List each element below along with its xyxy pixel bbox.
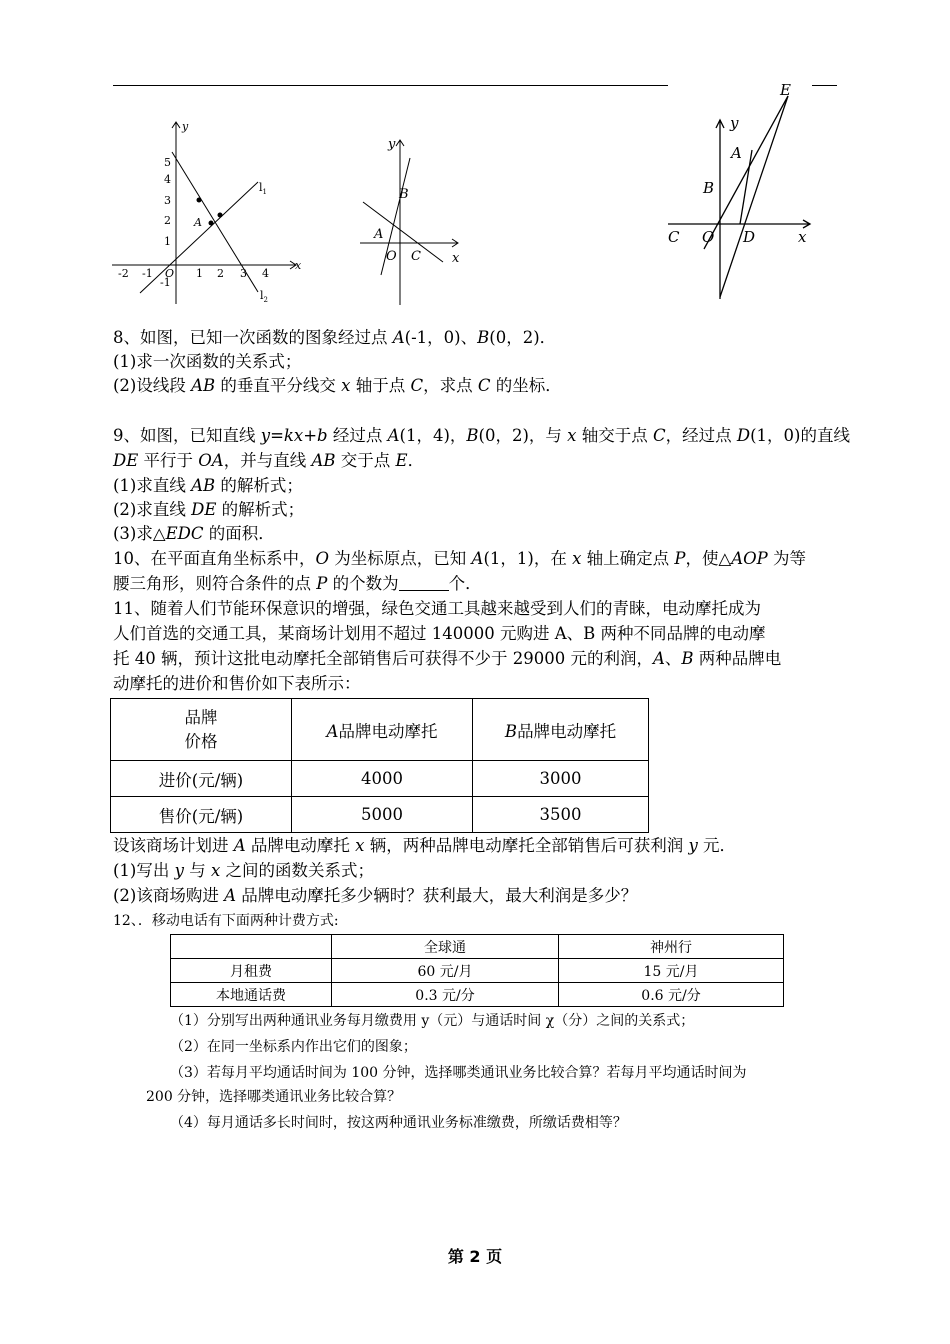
header-rule (113, 85, 668, 86)
table-row (171, 983, 784, 1007)
q11-line3: 托 40 辆，预计这批电动摩托全部销售后可获得不少于 29000 元的利润，A、B 两种品牌电 (113, 649, 782, 668)
fig1-xtick: 1 (196, 267, 203, 280)
q10-line2: 腰三角形，则符合条件的点 P 的个数为 个． (113, 574, 482, 593)
fig3-point-a: A (731, 144, 742, 162)
q12-p4: （4）每月通话多长时间时，按这两种通讯业务标准缴费，所缴话费相等？ (170, 1115, 627, 1131)
fig1-xtick: 4 (262, 267, 269, 280)
figure-1 (110, 112, 310, 312)
q12-title: 12、．移动电话有下面两种计费方式: (113, 913, 339, 929)
row-label: 本地通话费 (171, 983, 332, 1007)
fig1-xtick: 3 (240, 267, 247, 280)
header-empty (171, 935, 332, 959)
q9-line3: (1)求直线 AB 的解析式； (113, 476, 303, 495)
q12-p3b: 200 分钟，选择哪类通讯业务比较合算？ (146, 1089, 402, 1105)
cell-b: 3000 (473, 761, 649, 797)
header-quanqiutong: 全球通 (332, 935, 559, 959)
fig1-xtick: -1 (142, 267, 153, 280)
fig1-ytick: 2 (164, 214, 171, 227)
q11-after2: (1)写出 y 与 x 之间的函数关系式； (113, 861, 375, 880)
fig1-point-a: A (194, 216, 202, 229)
fig2-point-c: C (411, 249, 421, 264)
cell-a: 4000 (292, 761, 473, 797)
fig1-xtick: -2 (118, 267, 129, 280)
q9-line5: (3)求△EDC 的面积． (113, 524, 275, 543)
fig1-x-label: x (295, 259, 302, 272)
fig1-ytick: 4 (164, 173, 171, 186)
cell: 0.6 元/分 (559, 983, 784, 1007)
fig1-line1: $l_1$ (259, 181, 267, 196)
fig3-point-e: E (780, 84, 791, 99)
q11-line4: 动摩托的进价和售价如下表所示： (113, 674, 361, 693)
q11-line2: 人们首选的交通工具，某商场计划用不超过 140000 元购进 A、B 两种不同品牌的电动摩 (113, 624, 766, 643)
header-shenzhouxing: 神州行 (559, 935, 784, 959)
table-row (171, 935, 784, 959)
q12-p1: （1）分别写出两种通讯业务每月缴费用 y（元）与通话时间 χ（分）之间的关系式； (170, 1013, 695, 1029)
fig1-ytick: -1 (160, 276, 171, 289)
q11-after1: 设该商场计划进 A 品牌电动摩托 x 辆，两种品牌电动摩托全部销售后可获利润 y 元． (113, 836, 737, 855)
table-row (171, 959, 784, 983)
q8-line1: 8、如图，已知一次函数的图象经过点 A(-1，0)、B(0，2)． (113, 328, 557, 347)
fig1-y-label: y (182, 120, 189, 133)
cell-a: 5000 (292, 797, 473, 833)
fig1-origin: O (165, 267, 175, 280)
figure-2 (355, 130, 470, 310)
cell: 0.3 元/分 (332, 983, 559, 1007)
q9-line2: DE 平行于 OA，并与直线 AB 交于点 E． (113, 451, 425, 470)
fig3-point-b: B (703, 179, 715, 197)
figure-3 (660, 84, 840, 304)
q12-fee-table (170, 934, 784, 1007)
page-number: 第 2 页 (447, 1247, 503, 1266)
row-label: 进价(元/辆) (111, 761, 292, 797)
cell: 60 元/月 (332, 959, 559, 983)
fig3-x-label: x (798, 228, 807, 246)
fig2-origin: O (386, 249, 397, 264)
row-label: 月租费 (171, 959, 332, 983)
q9-line4: (2)求直线 DE 的解析式； (113, 500, 305, 519)
fig1-ytick: 5 (164, 156, 171, 169)
q10-line1: 10、在平面直角坐标系中，O 为坐标原点，已知 A(1，1)，在 x 轴上确定点 P，使△AOP 为等 (113, 549, 806, 568)
answer-blank[interactable] (399, 572, 449, 591)
fig3-point-d: D (743, 228, 756, 246)
fig2-point-a: A (374, 227, 384, 242)
q11-line1: 11、随着人们节能环保意识的增强，绿色交通工具越来越受到人们的青睐，电动摩托成为 (113, 599, 761, 618)
table-row (111, 797, 649, 833)
q11-price-table (110, 698, 649, 833)
fig2-point-b: B (399, 187, 409, 202)
fig2-y-label: y (388, 137, 396, 152)
fig1-line2: $l_2$ (260, 289, 268, 304)
fig3-y-label: y (730, 114, 739, 132)
fig2-x-label: x (452, 251, 460, 266)
q12-p2: （2）在同一坐标系内作出它们的图象； (170, 1039, 417, 1055)
table-corner-header: 品牌 价格 (111, 699, 292, 761)
fig3-point-c: C (668, 228, 680, 246)
cell: 15 元/月 (559, 959, 784, 983)
table-header-b: B品牌电动摩托 (473, 699, 649, 761)
fig1-ytick: 3 (164, 194, 171, 207)
fig3-origin: O (702, 228, 715, 246)
q9-line1: 9、如图，已知直线 y=kx+b 经过点 A(1，4)，B(0，2)，与 x 轴交于点 C，经过点 D(1，0)的直线 (113, 426, 850, 445)
table-row (111, 761, 649, 797)
fig1-ytick: 1 (164, 235, 171, 248)
q11-after3: (2)该商场购进 A 品牌电动摩托多少辆时？获利最大，最大利润是多少？ (113, 886, 638, 905)
cell-b: 3500 (473, 797, 649, 833)
fig1-xtick: 2 (217, 267, 224, 280)
table-header-a: A品牌电动摩托 (292, 699, 473, 761)
q12-p3a: （3）若每月平均通话时间为 100 分钟，选择哪类通讯业务比较合算？若每月平均通话时间为 (170, 1065, 747, 1081)
row-label: 售价(元/辆) (111, 797, 292, 833)
q8-line2: (1)求一次函数的关系式； (113, 352, 302, 371)
q8-line3: (2)设线段 AB 的垂直平分线交 x 轴于点 C，求点 C 的坐标． (113, 376, 562, 395)
